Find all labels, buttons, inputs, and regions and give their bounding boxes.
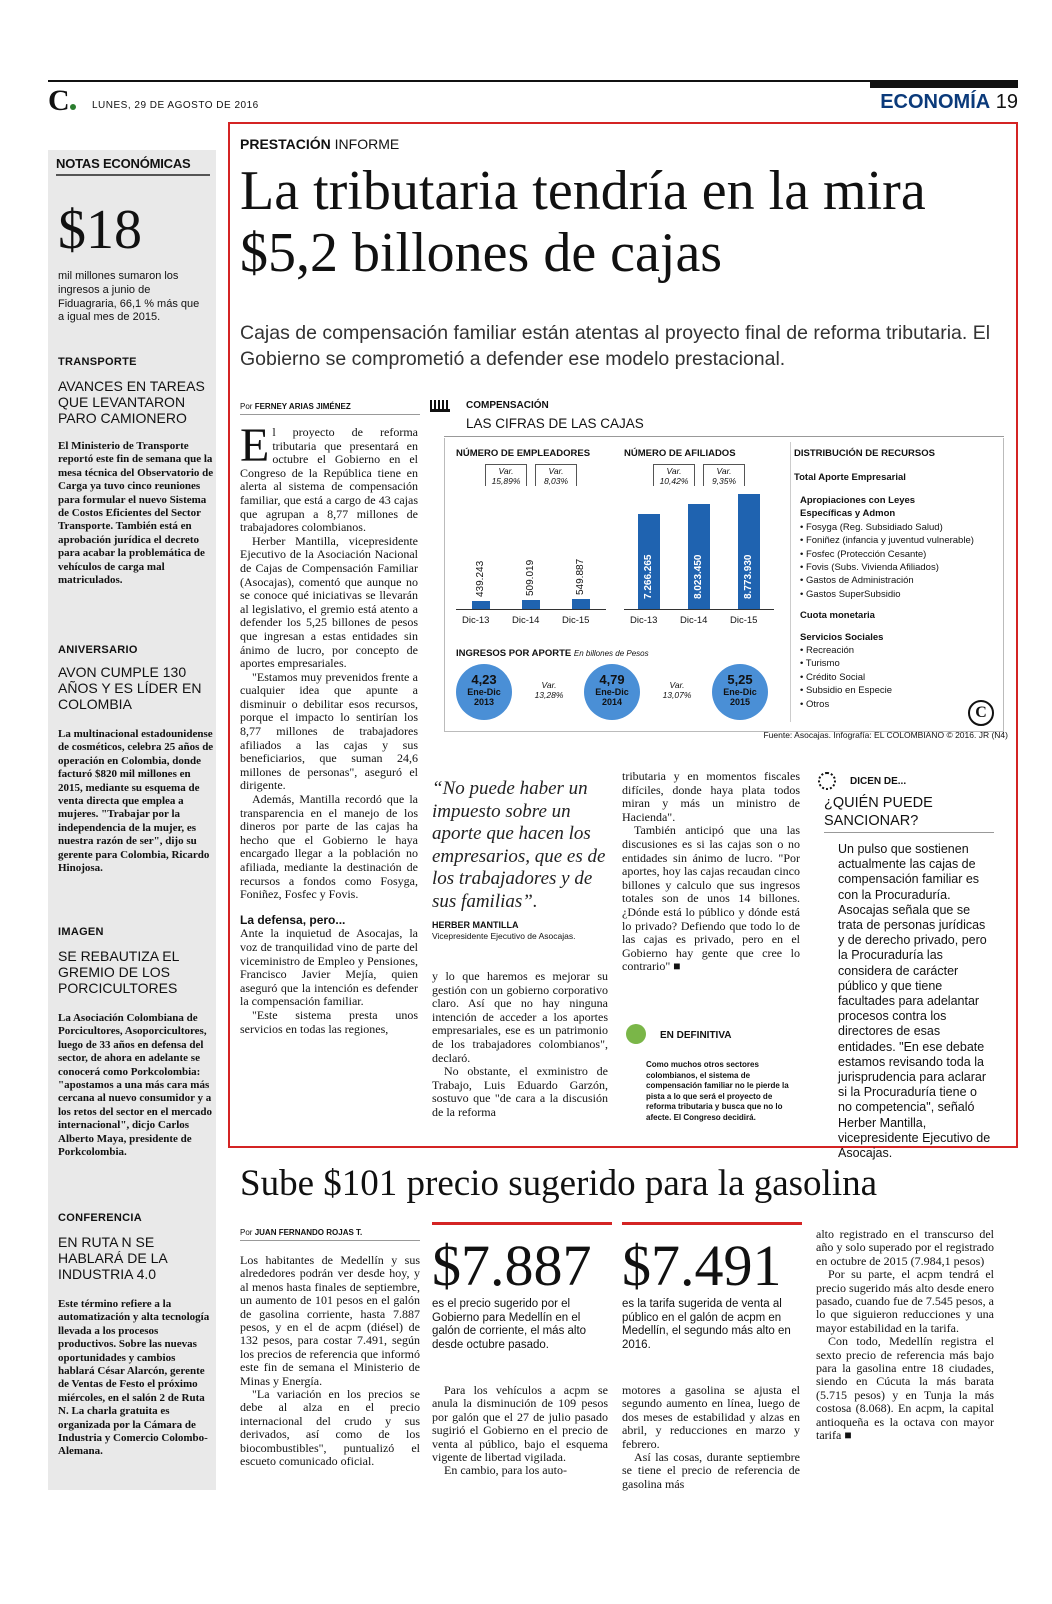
dist-total: Total Aporte Empresarial xyxy=(794,472,906,483)
quote-role: Vicepresidente Ejecutivo de Asocajas. xyxy=(432,931,576,941)
var-label: Var. xyxy=(548,466,564,476)
price-acpm-desc: es la tarifa sugerida de venta al público en el galón de acpm en Medellín, el segundo más alto en 2016. xyxy=(622,1298,791,1351)
colombiano-logo-icon: C xyxy=(968,700,994,726)
logo-dot-icon xyxy=(70,104,76,110)
notas-kicker-transporte: TRANSPORTE xyxy=(58,356,137,368)
info-kicker: COMPENSACIÓN xyxy=(466,400,549,411)
notas-body-aniversario: La multinacional estadounidense de cosméticos, celebra 25 años de operación en Colombia, donde facturó $820 mil millones en 2015, mediante su esquema de venta directa que emplea a mujeres. "Trabajar por la independencia de la mujer, es nuestra razón de ser", dijo su gerente para Colombia, Ricardo Hinojosa. xyxy=(58,728,214,875)
paragraph: En cambio, para los auto- xyxy=(444,1463,567,1478)
number-rule xyxy=(622,1222,802,1225)
notas-body-conferencia: Este término refiere a la automatización y alta tecnología llevada a los procesos productivos. Sobre las nuevas oportunidades y cambios hablará César Alarcón, gerente de Ventas de Festo el próximo miércoles, en el salón 2 de Ruta N. La charla gratuita es organizada por la Cámara de Industria y Comercio Colombo-Alemana. xyxy=(58,1298,210,1458)
paragraph: Los habitantes de Medellín y sus alrededores podrán ver desde hoy, y al menos hasta finales de septiembre, un aumento de 101 pesos en el galón de gasolina corriente, hasta 7.887 pesos, y en el de acpm (diésel) de 132 pesos, para costar 7.491, según los precios de referencia que informó este fin de semana el Ministerio de Minas y Energía. xyxy=(240,1253,420,1388)
chart-icon xyxy=(430,400,450,412)
ingresos-circle-2015 xyxy=(712,664,768,720)
ingresos-var-2 xyxy=(652,680,702,700)
chart-tick-label: Dic-14 xyxy=(680,615,708,626)
dist-item: • Otros xyxy=(800,698,830,710)
chart-value-label: 549.887 xyxy=(575,559,586,596)
chart-baseline xyxy=(624,609,774,610)
chart-empleadores xyxy=(456,464,616,634)
paragraph: Herber Mantilla, vicepresidente Ejecutivo de la Asociación Nacional de Cajas de Compensación Familiar (Asocajas), comentó que aunque no se conoce qué iniciativas se llevarán al legislativo, el gremio está atento a defender los 5,25 billones de pesos que ingresan a estas entidades sin ánimo de lucro, por concepto de aportes empresariales. xyxy=(240,533,418,671)
notas-kicker-conferencia: CONFERENCIA xyxy=(58,1212,142,1224)
var-value: 13,28% xyxy=(534,690,564,700)
story-kicker xyxy=(240,136,399,152)
paragraph: y lo que haremos es mejorar su gestión con un gobierno corporativo claro. Así que no hay ninguna intención de acceder a los aportes empresariales, ese es un patrimonio de los trabajadores colombianos", declaró. xyxy=(432,969,608,1065)
paragraph: Además, Mantilla recordó que la transparencia en el manejo de los dineros por parte de las cajas ha hecho que el Gobierno le haya encargado llegar a la población no afiliada, mediante la destinación de recursos a fondos como Fosyga, Foniñez, Fosfec y Fovis. xyxy=(240,792,418,902)
chart-value-label: 8.773.930 xyxy=(743,554,754,599)
chart-tick-label: Dic-13 xyxy=(630,615,658,626)
ingresos-var-1 xyxy=(524,680,574,700)
dist-item: • Foniñez (infancia y juventud vulnerable) xyxy=(800,535,974,547)
definitiva-text: Como muchos otros sectores colombianos, el sistema de compensación familiar no le pierde la pista a lo que será el proyecto de reforma tributaria y busca que no lo afecte. El Congreso decidirá. xyxy=(646,1060,789,1122)
var-label: Var. xyxy=(716,466,732,476)
notas-title-aniversario: AVON CUMPLE 130 AÑOS Y ES LÍDER EN COLOMBIA xyxy=(58,664,202,712)
dicen-title: DICEN DE... xyxy=(850,776,907,787)
ingresos-year: 2015 xyxy=(729,697,751,707)
notas-body-imagen: La Asociación Colombiana de Porcicultores, Asoporcicultores, luego de 33 años en defensa del sector, de ahora en adelante se conocerá como Porkcolombia: "apostamos a una más cara más cercana al nuevo consumidor y a los retos del sector en el mercado internacional", dicjo Carlos Alberto Maya, presidente de Porkcolombia. xyxy=(58,1012,212,1159)
section-bar xyxy=(870,82,1018,88)
variation-bracket xyxy=(485,464,527,486)
notas-kicker-aniversario: ANIVERSARIO xyxy=(58,644,138,656)
price-acpm: $7.491 xyxy=(622,1233,782,1298)
info-source: Fuente: Asocajas. Infografía: EL COLOMBIANO © 2016. JR (N4) xyxy=(763,730,1008,740)
dist-item: • Recreación xyxy=(800,645,855,657)
paragraph: Así las cosas, durante septiembre se tiene el precio de referencia de gasolina más xyxy=(622,1450,800,1491)
variation-bracket xyxy=(653,464,695,486)
var-label: Var. xyxy=(498,466,514,476)
story2-byline xyxy=(240,1228,362,1237)
chart-value-label: 439.243 xyxy=(475,561,486,598)
var-value: 10,42% xyxy=(659,476,689,486)
var-label: Var. xyxy=(669,680,685,690)
dist-item: • Subsidio en Especie xyxy=(800,685,893,697)
dist-item: • Turismo xyxy=(800,658,840,670)
ingresos-value: 4,79 xyxy=(599,672,625,687)
var-value: 9,35% xyxy=(711,476,737,486)
chart-baseline xyxy=(456,609,606,610)
var-value: 8,03% xyxy=(543,476,569,486)
pull-quote: “No puede haber un impuesto sobre un aporte que hacen los empresarios, que es de los trabajadores y de sus familias”. xyxy=(432,778,606,912)
chart-title-empleadores: NÚMERO DE EMPLEADORES xyxy=(456,448,591,459)
dicen-text: Un pulso que sostienen actualmente las cajas de compensación familiar es con la Procuraduría. Asocajas señala que se trata de personas jurídicas y de derecho privado, pero la Procuraduría las considera de carácter público y que tiene facultades para adelantar procesos contra los directores de esas entidades. "En ese debate estamos revisando toda la jurisprudencia para aclarar si la Procuraduría tiene o no competencia", señaló Herber Mantilla, vicepresidente Ejecutivo de Asocajas. xyxy=(838,842,991,1161)
dropcap: E xyxy=(240,419,270,472)
byline-rule xyxy=(240,1240,420,1241)
notas-rule xyxy=(56,174,210,176)
story-column-2 xyxy=(432,970,608,1120)
ingresos-label: Ene-Dic xyxy=(595,687,629,697)
notas-title: NOTAS ECONÓMICAS xyxy=(56,156,191,171)
dicen-icon xyxy=(818,772,836,790)
story2-headline: Sube $101 precio sugerido para la gasolina xyxy=(240,1163,878,1204)
ingresos-year: 2013 xyxy=(473,697,495,707)
ingresos-label: Ene-Dic xyxy=(467,687,501,697)
paragraph: Ante la inquietud de Asocajas, la voz de tranquilidad vino de parte del viceministro de Empleo y Pensiones, Francisco Javier Mejía, quien aseguró que la intención es defender la compensación familiar. xyxy=(240,926,418,1009)
dist-list xyxy=(800,494,1000,711)
ingresos-circle-2013 xyxy=(456,664,512,720)
paragraph: "Este sistema presta unos servicios en todas las regiones, xyxy=(240,1007,418,1036)
dist-item: • Gastos SuperSubsidio xyxy=(800,588,901,600)
ingresos-circle-2014 xyxy=(584,664,640,720)
dicen-question: ¿QUIÉN PUEDE SANCIONAR? xyxy=(824,795,933,829)
notas-kicker-imagen: IMAGEN xyxy=(58,926,104,938)
ingresos-year: 2014 xyxy=(601,697,623,707)
issue-date: LUNES, 29 DE AGOSTO DE 2016 xyxy=(92,100,259,111)
ingresos-value: 4,23 xyxy=(471,672,497,687)
byline-name: JUAN FERNANDO ROJAS T. xyxy=(254,1228,363,1237)
notas-title-transporte: AVANCES EN TAREAS QUE LEVANTARON PARO CAMIONERO xyxy=(58,378,205,426)
subhead: La defensa, pero... xyxy=(240,912,346,927)
kicker-bold: PRESTACIÓN xyxy=(240,136,331,152)
page-number: 19 xyxy=(995,91,1018,113)
paragraph: Por su parte, el acpm tendrá el precio sugerido más alto desde enero pasado, cuando fue de 7.545 pesos, a lo que siguieron reducciones y una mayor estabilidad en la tarifa. xyxy=(816,1267,994,1335)
notas-economicas-column xyxy=(48,150,216,1490)
story2-column-1 xyxy=(240,1254,420,1469)
dist-group-title: Apropiaciones con Leyes Específicas y Admon xyxy=(800,495,916,520)
newspaper-logo: C xyxy=(48,84,70,117)
byline-name: FERNEY ARIAS JIMÉNEZ xyxy=(254,402,351,411)
var-label: Var. xyxy=(666,466,682,476)
kicker-normal: INFORME xyxy=(334,136,400,152)
byline-pre: Por xyxy=(240,402,253,411)
paragraph: "La variación en los precios se debe al alza en el precio internacional del crudo y sus derivados, así como de los biocombustibles", puntualizó el escueto comunicado oficial. xyxy=(240,1387,420,1469)
infographic xyxy=(438,398,1014,742)
quote-name: HERBER MANTILLA xyxy=(432,920,519,930)
chart-bar xyxy=(522,600,540,609)
chart-value-label: 8.023.450 xyxy=(693,554,704,599)
story-deck: Cajas de compensación familiar están atentas al proyecto final de reforma tributaria. El Gobierno se comprometió a defender ese modelo prestacional. xyxy=(240,322,991,370)
story2-column-4 xyxy=(816,1228,994,1443)
definitiva-icon xyxy=(626,1024,646,1044)
byline-rule xyxy=(240,414,420,415)
story2-column-2 xyxy=(432,1384,608,1478)
dist-item: • Fosfec (Protección Cesante) xyxy=(800,548,927,560)
dist-item: • Crédito Social xyxy=(800,671,866,683)
chart-bar xyxy=(472,601,490,609)
paragraph: alto registrado en el transcurso del año y solo superado por el registrado en octubre de 2015 (7.984,1 pesos) xyxy=(816,1227,994,1268)
dicen-rule xyxy=(824,832,994,833)
story-byline xyxy=(240,402,351,411)
var-value: 13,07% xyxy=(662,690,692,700)
dist-group-title: Cuota monetaria xyxy=(800,610,875,622)
notas-title-imagen: SE REBAUTIZA EL GREMIO DE LOS PORCICULTORES xyxy=(58,948,179,996)
paragraph: "Estamos muy prevenidos frente a cualquier idea que apunte a disminuir o debilitar esos recursos, porque el impacto lo sentirían los 8,77 millones de trabajadores afiliados a las cajas y sus beneficiarios, que suman 24,6 millones de personas", aseguró el dirigente. xyxy=(240,669,418,793)
dist-item: • Gastos de Administración xyxy=(800,575,914,587)
ingresos-title-text: INGRESOS POR APORTE xyxy=(456,648,572,659)
number-rule xyxy=(432,1222,612,1225)
chart-tick-label: Dic-15 xyxy=(730,615,758,626)
byline-pre: Por xyxy=(240,1228,253,1237)
notas-big-number: $18 xyxy=(58,199,142,261)
paragraph: Para los vehículos a acpm se anula la disminución de 109 pesos por galón que el 27 de julio pasado sugirió el Gobierno en el precio de venta al público, bajo el esquema vigente de libertad vigilada. xyxy=(432,1383,608,1465)
chart-bar xyxy=(572,599,590,609)
info-title: LAS CIFRAS DE LAS CAJAS xyxy=(466,416,644,431)
story2-column-3 xyxy=(622,1384,800,1491)
ingresos-label: Ene-Dic xyxy=(723,687,757,697)
story-column-1 xyxy=(240,419,418,1036)
paragraph: l proyecto de reforma tributaria que presentará en octubre el Gobierno en el Congreso de la República tiene en alerta al sistema de compensación familiar, que está a cargo de 43 cajas que agrupan a 8,77 millones de trabajadores colombianos. xyxy=(240,425,418,535)
story-column-3 xyxy=(622,770,800,974)
dist-group-title: Servicios Sociales xyxy=(800,631,884,643)
chart-afiliados xyxy=(624,464,784,634)
story-headline: La tributaria tendría en la mira $5,2 billones de cajas xyxy=(240,160,926,284)
ingresos-unit: En billones de Pesos xyxy=(573,649,649,658)
definitiva-title: EN DEFINITIVA xyxy=(660,1030,732,1041)
chart-title-afiliados: NÚMERO DE AFILIADOS xyxy=(624,448,736,459)
ingresos-title xyxy=(456,648,649,659)
dist-title: DISTRIBUCIÓN DE RECURSOS xyxy=(794,448,935,459)
variation-bracket xyxy=(703,464,745,486)
notas-big-text: mil millones sumaron los ingresos a junio de Fiduagraria, 66,1 % más que a igual mes de 2015. xyxy=(58,270,200,324)
notas-title-conferencia: EN RUTA N SE HABLARÁ DE LA INDUSTRIA 4.0 xyxy=(58,1234,167,1282)
paragraph: Con todo, Medellín registra el sexto precio de referencia más bajo para la gasolina entre 18 ciudades, siendo en Cúcuta la más barata (5.715 pesos) y en Tunja la más costosa (8.068). En acpm, la capital antioqueña es la octava con mayor tarifa ■ xyxy=(816,1334,994,1443)
paragraph: motores a gasolina se ajusta el segundo aumento en línea, luego de dos meses de estabilidad y alzas en abril, y reducciones en marzo y febrero. xyxy=(622,1383,800,1451)
var-value: 15,89% xyxy=(491,476,521,486)
chart-tick-label: Dic-15 xyxy=(562,615,590,626)
paragraph: tributaria y en momentos fiscales difíciles, donde haya plata todos miran y más un ministro de Hacienda". xyxy=(622,769,800,824)
dist-item: • Fosyga (Reg. Subsidiado Salud) xyxy=(800,521,943,533)
ingresos-value: 5,25 xyxy=(727,672,753,687)
var-label: Var. xyxy=(541,680,557,690)
paragraph: No obstante, el exministro de Trabajo, Luis Eduardo Garzón, sostuvo que "de cara a la discusión de la reforma xyxy=(432,1064,608,1119)
chart-value-label: 7.266.265 xyxy=(643,554,654,599)
paragraph: También anticipó que una las discusiones es si las cajas son o no entidades sin ánimo de lucro. "Por aportes, hoy las cajas recaudan cinco billones y calculo que sus ingresos totales son de unos 14 billones. ¿Dónde está lo público y dónde está lo privado? Defiendo que todo lo de las cajas es privado, pero en el Gobierno hay gente que cree lo contrario" ■ xyxy=(622,823,800,974)
dist-divider xyxy=(790,442,791,722)
chart-tick-label: Dic-13 xyxy=(462,615,490,626)
dist-item: • Fovis (Subs. Vivienda Afiliados) xyxy=(800,562,939,574)
section-name: ECONOMÍA xyxy=(880,91,991,113)
section-title xyxy=(830,91,1018,114)
price-gasolina-desc: es el precio sugerido por el Gobierno para Medellín en el galón de corriente, el más alto desde octubre pasado. xyxy=(432,1298,587,1351)
notas-body-transporte: El Ministerio de Transporte reportó este fin de semana que la mesa técnica del Observatorio de Carga ya tuvo cinco reuniones para formular el nuevo Sistema de Costos Eficientes del Sector Transporte. También está en aprobación jurídica el decreto para acabar la problemática de vehículos de carga mal matriculados. xyxy=(58,440,214,587)
price-gasolina: $7.887 xyxy=(432,1233,592,1298)
chart-value-label: 509.019 xyxy=(525,559,536,597)
chart-tick-label: Dic-14 xyxy=(512,615,540,626)
info-rule xyxy=(444,436,1004,437)
variation-bracket xyxy=(535,464,577,486)
